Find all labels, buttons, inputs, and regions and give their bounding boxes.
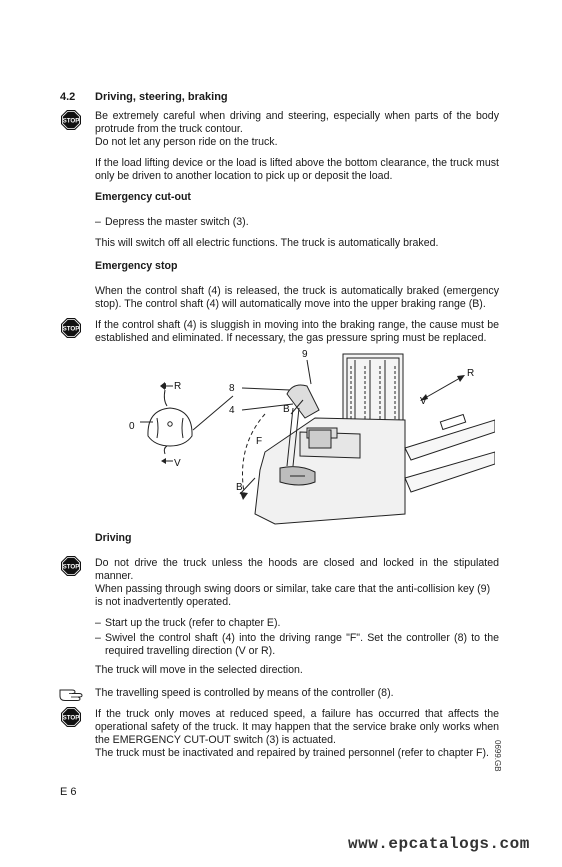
paragraph-reduced-speed: If the truck only moves at reduced speed, a failure has occurred that affects the operational safety of the truck. It may happen that the service brake only works when the EMERGENCY CUT-OUT switch (3) is actuated. [95,708,499,746]
label-8: 8 [229,383,235,394]
paragraph-cutout-result: This will switch off all electric functions. The truck is automatically braked. [95,237,439,249]
label-r-left: R [174,381,182,392]
heading-driving: Driving [95,532,132,544]
paragraph-emergency-stop: When the control shaft (4) is released, the truck is automatically braked (emergency stop). The control shaft (4) will automatically move into the upper braking range (B). [95,285,499,310]
paragraph-inactivate: The truck must be inactivated and repaired by trained personnel (refer to chapter F). [95,747,489,759]
paragraph-careful: Be extremely careful when driving and steering, especially when parts of the body protrude from the truck contour. [95,110,499,135]
pointing-hand-icon [59,686,83,702]
paragraph-sluggish-warning: If the control shaft (4) is sluggish in moving into the braking range, the cause must be established and eliminated. If necessary, the gas pressure spring must be replaced. [95,319,499,344]
section-number: 4.2 [60,91,76,103]
paragraph-swing-doors: When passing through swing doors or similar, take care that the anti-collision key (9) is not inadvertently operated. [95,583,491,608]
dash: – [95,216,101,228]
label-f: F [256,436,263,447]
paragraph-speed-note: The travelling speed is controlled by means of the controller (8). [95,687,394,699]
svg-text:STOP: STOP [62,325,80,333]
label-r-right: R [467,368,475,379]
watermark-url: www.epcatalogs.com [348,835,530,853]
dash: – [95,617,101,629]
truck-controls-figure [115,348,495,526]
list-item-cutout [95,216,499,229]
svg-text:STOP: STOP [62,117,80,125]
paragraph-load-lifted: If the load lifting device or the load is lifted above the bottom clearance, the truck must only be driven to another location to pick up or deposit the load. [95,157,499,182]
label-9: 9 [302,349,308,360]
label-b-top: B [283,404,290,415]
label-b-bottom: B [236,482,243,493]
list-item-swivel [95,632,499,658]
heading-emergency-stop: Emergency stop [95,260,178,272]
paragraph-hoods-closed: Do not drive the truck unless the hoods are closed and locked in the stipulated manner. [95,557,499,582]
list-item-text: Swivel the control shaft (4) into the driving range "F". Set the controller (8) to the required travelling direction (V or R). [105,632,499,657]
list-item-text: Depress the master switch (3). [105,216,249,228]
svg-text:STOP: STOP [62,714,80,722]
list-item-start-up [95,617,499,630]
stop-sign-icon [60,706,82,728]
dash: – [95,632,101,644]
stop-sign-icon [60,109,82,131]
heading-emergency-cutout: Emergency cut-out [95,191,191,203]
label-zero: 0 [129,421,135,432]
label-v-right: V [420,396,427,407]
label-4: 4 [229,405,235,416]
page-code: 0699.GB [493,740,502,772]
controller-detail-drawing [140,382,233,464]
list-item-text: Start up the truck (refer to chapter E). [105,617,281,629]
truck-body-drawing [240,354,495,524]
paragraph-no-ride: Do not let any person ride on the truck. [95,136,278,148]
page-number: E 6 [60,786,77,798]
stop-sign-icon [60,317,82,339]
label-v-left: V [174,458,181,469]
svg-text:STOP: STOP [62,563,80,571]
section-title: Driving, steering, braking [95,91,228,103]
stop-sign-icon [60,555,82,577]
paragraph-truck-moves: The truck will move in the selected direction. [95,664,303,676]
